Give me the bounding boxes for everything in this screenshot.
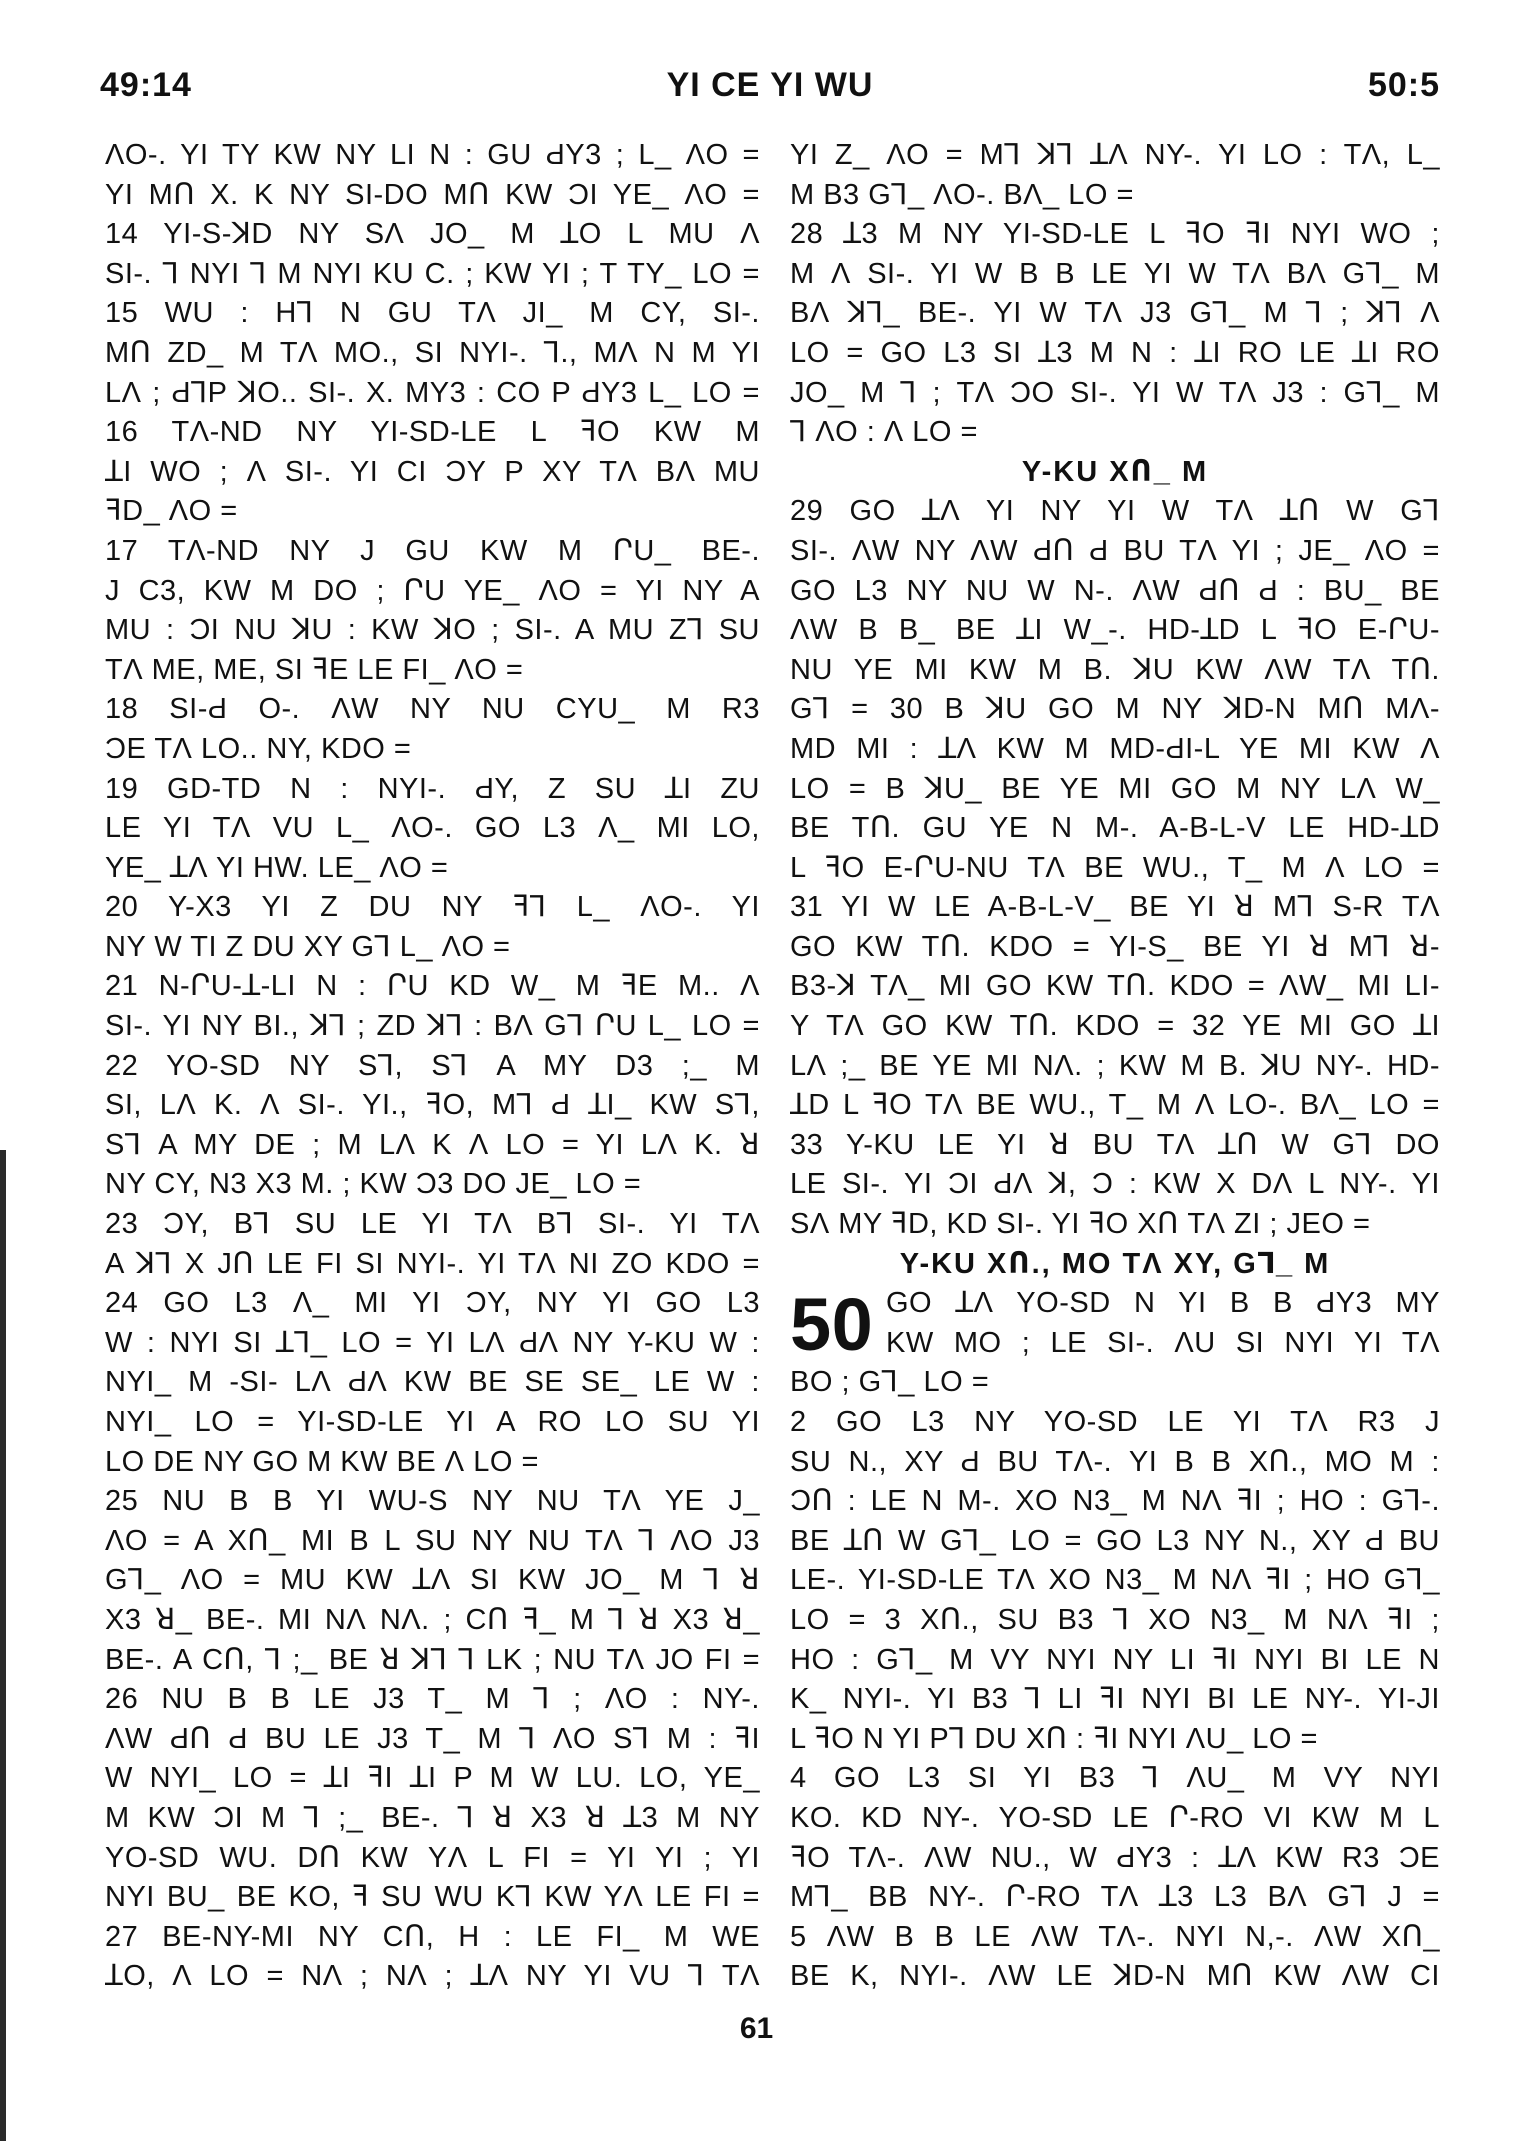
text-line: ꟻD_ ɅO = bbox=[105, 495, 238, 528]
text-line: GO L3 NY NU W N-. ɅW ԀՈ Ԁ : BU_ BE bbox=[790, 574, 1440, 607]
text-line: 2 GO L3 NY YO-SD LE YI TɅ R3 J bbox=[790, 1406, 1440, 1438]
text-line: NYI BU_ BE KO, ꟻ SU WU Kꓶ KW YɅ LE FI = bbox=[105, 1881, 760, 1914]
chapter-start-block bbox=[790, 1283, 1440, 1367]
text-line: LɅ ;_ BE YE MI NɅ. ; KW M B. ꓘU NY-. HD- bbox=[790, 1049, 1440, 1082]
text-line: 21 N-ՐU-ꓕ-LI N : ՐU KD W_ M ꟻE M.. Ʌ bbox=[105, 970, 760, 1003]
text-line: BɅ ꓘꓶ_ BE-. YI W TɅ J3 Gꓶ_ M ꓶ ; ꓘꓶ Ʌ bbox=[790, 297, 1440, 330]
text-line: YI Z_ ɅO = Mꓶ ꓘꓶ ꓕɅ NY-. YI LO : TɅ, L_ bbox=[790, 139, 1440, 171]
text-line: Gꓶ = 30 B ꓘU GO M NY ꓘD-N MՈ MɅ- bbox=[790, 693, 1440, 726]
text-line: B3-ꓘ TɅ_ MI GO KW TՈ. KDO = ɅW_ MI LI- bbox=[790, 970, 1440, 1003]
section-heading: Y-KU XՈ., MO TɅ XY, Gꓶ_ M bbox=[899, 1247, 1331, 1280]
text-line: HO : Gꓶ_ M VY NYI NY LI ꟻI NYI BI LE N bbox=[790, 1643, 1440, 1676]
header-right-reference: 50:5 bbox=[1367, 66, 1440, 104]
text-line: SI-. ɅW NY ɅW ԀՈ Ԁ BU TɅ YI ; JE_ ɅO = bbox=[790, 534, 1440, 567]
text-line: JO_ M ꓶ ; TɅ ƆO SI-. YI W TɅ J3 : Gꓶ_ M bbox=[790, 376, 1440, 409]
text-line: ƆՈ : LE N M-. XO N3_ M NɅ ꟻI ; HO : Gꓶ-. bbox=[790, 1485, 1440, 1518]
text-line: LE YI TɅ VU L_ ɅO-. GO L3 Ʌ_ MI LO, bbox=[105, 812, 760, 845]
text-line: NYI_ M -SI- LɅ ԀɅ KW BE SE SE_ LE W : bbox=[105, 1366, 760, 1399]
text-line: ꓕI WO ; Ʌ SI-. YI CI ƆY P XY TɅ BɅ MU bbox=[105, 455, 760, 488]
text-line: 18 SI-Ԁ O-. ɅW NY NU CYU_ M R3 bbox=[105, 693, 760, 726]
text-line: LO = 3 XՈ., SU B3 ꓶ XO N3_ M NɅ ꟻI ; bbox=[790, 1603, 1440, 1636]
page-number: 61 bbox=[739, 2012, 774, 2045]
text-line: GO KW TՈ. KDO = YI-S_ BE YI ꓤ Mꓶ ꓤ- bbox=[790, 930, 1440, 963]
text-line: A ꓘꓶ X JՈ LE FI SI NYI-. YI TɅ NI ZO KDO = bbox=[105, 1247, 760, 1280]
text-line: Y TɅ GO KW TՈ. KDO = 32 YE MI GO ꓕI bbox=[790, 1010, 1440, 1043]
text-line: GO ꓕɅ YO-SD N YI B B ԀY3 MY bbox=[886, 1287, 1440, 1320]
text-line: BE K, NYI-. ɅW LE ꓘD-N MՈ KW ɅW CI bbox=[790, 1960, 1440, 1993]
text-line: 20 Y-X3 YI Z DU NY ꟻꓶ L_ ɅO-. YI bbox=[105, 891, 760, 924]
text-line: YO-SD WU. DՈ KW YɅ L FI = YI YI ; YI bbox=[105, 1841, 760, 1874]
text-line: LE-. YI-SD-LE TɅ XO N3_ M NɅ ꟻI ; HO Gꓶ_ bbox=[790, 1564, 1440, 1597]
text-line: MՈ ZD_ M TɅ MO., SI NYI-. ꓶ., MɅ N M YI bbox=[105, 336, 760, 369]
text-line: LO DE NY GO M KW BE Ʌ LO = bbox=[105, 1445, 539, 1478]
text-line: W NYI_ LO = ꓕI ꟻI ꓕI P M W LU. LO, YE_ bbox=[105, 1762, 760, 1795]
page-binding-shadow bbox=[0, 1150, 6, 2141]
text-line: Mꓶ_ BB NY-. Ր-RO TɅ ꓕ3 L3 BɅ Gꓶ J = bbox=[790, 1881, 1440, 1914]
text-line: ɅW ԀՈ Ԁ BU LE J3 T_ M ꓶ ɅO Sꓶ M : ꟻI bbox=[105, 1722, 760, 1755]
text-line: 19 GD-TD N : NYI-. ԀY, Z SU ꓕI ZU bbox=[105, 772, 760, 805]
text-line: 16 TɅ-ND NY YI-SD-LE L ꟻO KW M bbox=[105, 416, 760, 449]
text-line: K_ NYI-. YI B3 ꓶ LI ꟻI NYI BI LE NY-. YI-JI bbox=[790, 1683, 1440, 1716]
text-line: 23 ƆY, Bꓶ SU LE YI TɅ Bꓶ SI-. YI TɅ bbox=[105, 1208, 760, 1241]
text-line: KO. KD NY-. YO-SD LE Ր-RO VI KW M L bbox=[790, 1801, 1440, 1834]
text-line: 26 NU B B LE J3 T_ M ꓶ ; ɅO : NY-. bbox=[105, 1683, 760, 1716]
text-line: MD MI : ꓕɅ KW M MD-ԀI-L YE MI KW Ʌ bbox=[790, 732, 1440, 765]
text-line: 17 TɅ-ND NY J GU KW M ՐU_ BE-. bbox=[105, 534, 760, 567]
text-line: 24 GO L3 Ʌ_ MI YI ƆY, NY YI GO L3 bbox=[105, 1287, 760, 1320]
left-text-column bbox=[105, 136, 760, 1997]
text-line: NU YE MI KW M B. ꓘU KW ɅW TɅ TՈ. bbox=[790, 653, 1440, 686]
text-line: 33 Y-KU LE YI ꓤ BU TɅ ꓕՈ W Gꓶ DO bbox=[790, 1128, 1440, 1161]
text-line: ɅW B B_ BE ꓕI W_-. HD-ꓕD L ꟻO E-ՐU- bbox=[790, 614, 1440, 647]
text-line: 28 ꓕ3 M NY YI-SD-LE L ꟻO ꟻI NYI WO ; bbox=[790, 218, 1440, 251]
text-line: KW MO ; LE SI-. ɅU SI NYI YI TɅ bbox=[886, 1326, 1440, 1359]
chapter-number: 50 bbox=[790, 1283, 874, 1367]
text-line: NYI_ LO = YI-SD-LE YI A RO LO SU YI bbox=[105, 1406, 760, 1438]
text-line: ꓕO, Ʌ LO = NɅ ; NɅ ; ꓕɅ NY YI VU ꓶ TɅ bbox=[105, 1960, 760, 1993]
text-line: 5 ɅW B B LE ɅW TɅ-. NYI N,-. ɅW XՈ_ bbox=[790, 1920, 1440, 1953]
text-line: ɅO = A XՈ_ MI B L SU NY NU TɅ ꓶ ɅO J3 bbox=[105, 1524, 760, 1557]
text-line: 29 GO ꓕɅ YI NY YI W TɅ ꓕՈ W Gꓶ bbox=[790, 495, 1440, 528]
text-line: LE SI-. YI ƆI ԀɅ ꓘ, Ɔ : KW X DɅ L NY-. YI bbox=[790, 1168, 1440, 1201]
text-line: YE_ ꓕɅ YI HW. LE_ ɅO = bbox=[105, 851, 449, 884]
text-line: SI-. YI NY BI., ꓘꓶ ; ZD ꓘꓶ : BɅ Gꓶ ՐU L_ LO = bbox=[105, 1010, 760, 1043]
text-line: BE-. A CՈ, ꓶ ;_ BE ꓤ ꓘꓶ ꓶ LK ; NU TɅ JO FI = bbox=[105, 1643, 760, 1676]
text-line: 4 GO L3 SI YI B3 ꓶ ɅU_ M VY NYI bbox=[790, 1762, 1440, 1795]
text-line: ꓶ ɅO : Ʌ LO = bbox=[790, 416, 978, 449]
text-line: 25 NU B B YI WU-S NY NU TɅ YE J_ bbox=[105, 1485, 760, 1518]
text-line: SɅ MY ꟻD, KD SI-. YI ꟻO XՈ TɅ ZI ; JEO = bbox=[790, 1208, 1371, 1241]
running-header bbox=[100, 66, 1440, 116]
text-line: LO = GO L3 SI ꓕ3 M N : ꓕI RO LE ꓕI RO bbox=[790, 336, 1440, 369]
text-line: L ꟻO E-ՐU-NU TɅ BE WU., T_ M Ʌ LO = bbox=[790, 851, 1440, 884]
header-title: YI CE YI WU bbox=[666, 66, 874, 104]
text-line: ꟻO TɅ-. ɅW NU., W ԀY3 : ꓕɅ KW R3 ƆE bbox=[790, 1841, 1440, 1874]
text-line: Sꓶ A MY DE ; M LɅ K Ʌ LO = YI LɅ K. ꓤ bbox=[105, 1128, 760, 1161]
text-line: 31 YI W LE A-B-L-V_ BE YI ꓤ Mꓶ S-R TɅ bbox=[790, 891, 1440, 924]
text-line: BO ; Gꓶ_ LO = bbox=[790, 1366, 990, 1399]
text-line: J C3, KW M DO ; ՐU YE_ ɅO = YI NY A bbox=[105, 574, 760, 607]
section-heading: Y-KU XՈ_ M bbox=[1021, 455, 1209, 488]
text-line: X3 ꓤ_ BE-. MI NɅ NɅ. ; CՈ ꟻ_ M ꓶ ꓤ X3 ꓤ_ bbox=[105, 1603, 760, 1636]
header-left-reference: 49:14 bbox=[100, 66, 192, 104]
text-line: NY CY, N3 X3 M. ; KW Ɔ3 DO JE_ LO = bbox=[105, 1168, 642, 1201]
text-line: SI, LɅ K. Ʌ SI-. YI., ꟻO, Mꓶ Ԁ ꓕI_ KW Sꓶ, bbox=[105, 1089, 760, 1122]
text-line: SU N., XY Ԁ BU TɅ-. YI B B XՈ., MO M : bbox=[790, 1445, 1440, 1478]
text-line: M Ʌ SI-. YI W B B LE YI W TɅ BɅ Gꓶ_ M bbox=[790, 257, 1440, 290]
text-line: LɅ ; ԀꓶP ꓘO.. SI-. X. MY3 : CO P ԀY3 L_ LO = bbox=[105, 376, 760, 409]
text-line: ɅO-. YI TY KW NY LI N : GU ԀY3 ; L_ ɅO = bbox=[105, 139, 760, 171]
text-line: Gꓶ_ ɅO = MU KW ꓕɅ SI KW JO_ M ꓶ ꓤ bbox=[105, 1564, 760, 1597]
text-line: BE TՈ. GU YE N M-. A-B-L-V LE HD-ꓕD bbox=[790, 812, 1440, 845]
text-line: SI-. ꓶ NYI ꓶ M NYI KU C. ; KW YI ; T TY_ LO = bbox=[105, 257, 760, 290]
text-line: 15 WU : Hꓶ N GU TɅ JI_ M CY, SI-. bbox=[105, 297, 760, 330]
text-line: L ꟻO N YI Pꓶ DU XՈ : ꟻI NYI ɅU_ LO = bbox=[790, 1722, 1318, 1755]
text-line: YI MՈ X. K NY SI-DO MՈ KW ƆI YE_ ɅO = bbox=[105, 178, 760, 211]
text-line: ꓕD L ꟻO TɅ BE WU., T_ M Ʌ LO-. BɅ_ LO = bbox=[790, 1089, 1440, 1122]
text-line: 22 YO-SD NY Sꓶ, Sꓶ A MY D3 ;_ M bbox=[105, 1049, 760, 1082]
text-line: 27 BE-NY-MI NY CՈ, H : LE FI_ M WE bbox=[105, 1920, 760, 1953]
text-line: W : NYI SI ꓕꓶ_ LO = YI LɅ ԀɅ NY Y-KU W : bbox=[105, 1326, 760, 1359]
text-line: ƆE TɅ LO.. NY, KDO = bbox=[105, 732, 412, 765]
text-line: NY W TI Z DU XY Gꓶ L_ ɅO = bbox=[105, 930, 511, 963]
right-text-column bbox=[790, 136, 1440, 1997]
text-line: TɅ ME, ME, SI ꟻE LE FI_ ɅO = bbox=[105, 653, 524, 686]
page-footer bbox=[0, 2012, 1513, 2046]
text-line: M B3 Gꓶ_ ɅO-. BɅ_ LO = bbox=[790, 178, 1134, 211]
text-line: M KW ƆI M ꓶ ;_ BE-. ꓶ ꓤ X3 ꓤ ꓕ3 M NY bbox=[105, 1801, 760, 1834]
text-line: LO = B ꓘU_ BE YE MI GO M NY LɅ W_ bbox=[790, 772, 1440, 805]
text-line: 14 YI-S-ꓘD NY SɅ JO_ M ꓕO L MU Ʌ bbox=[105, 218, 760, 251]
text-line: BE ꓕՈ W Gꓶ_ LO = GO L3 NY N., XY Ԁ BU bbox=[790, 1524, 1440, 1557]
text-line: MU : ƆI NU ꓘU : KW ꓘO ; SI-. A MU Zꓶ SU bbox=[105, 614, 760, 647]
